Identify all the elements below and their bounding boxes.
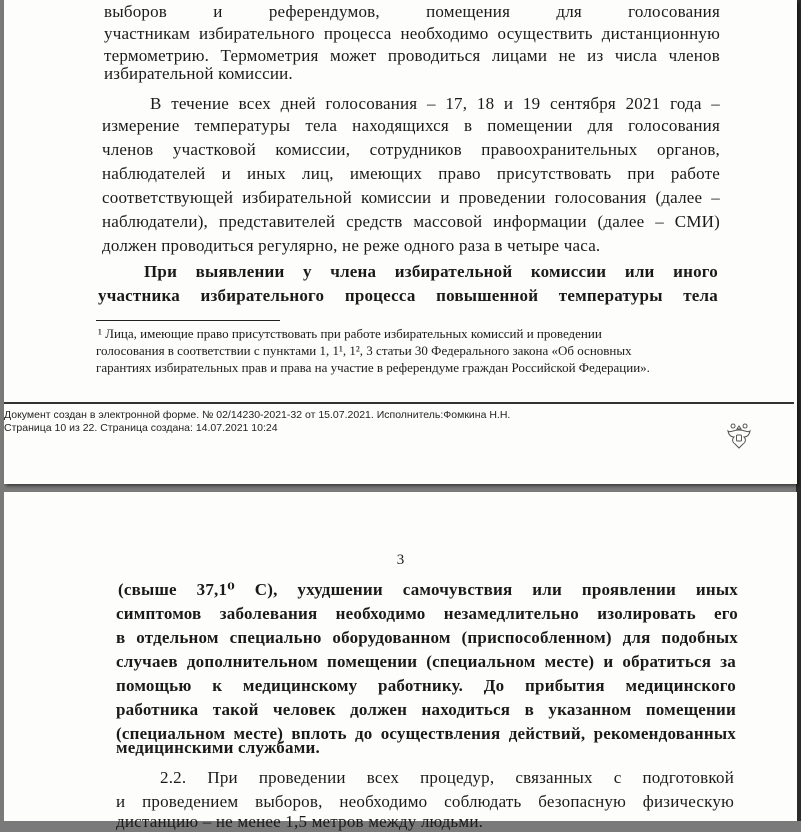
electronic-stamp-line: Документ создан в электронной форме. № 02/14230-2021-32 от 15.07.2021. Исполнитель:Фомкина Н.Н.	[4, 409, 511, 421]
text-line: помощью к медицинскому работнику. До прибытия медицинского	[116, 676, 736, 695]
text-line: в отдельном специально оборудованном (приспособленном) для подобных	[116, 628, 738, 647]
text-line: симптомов заболевания необходимо незамедлительно изолировать его	[116, 604, 738, 623]
text-line: медицинскими службами.	[116, 738, 320, 757]
text-line: участника избирательного процесса повышенной температуры тела	[98, 286, 718, 305]
text-line: участникам избирательного процесса необходимо осуществить дистанционную	[104, 24, 720, 43]
text-line: наблюдателей и иных лиц, имеющих право присутствовать при работе	[102, 164, 720, 183]
stamp-divider	[4, 402, 794, 404]
text-line: 2.2. При проведении всех процедур, связанных с подготовкой	[160, 768, 734, 787]
text-line: должен проводиться регулярно, не реже одного раза в четыре часа.	[102, 236, 601, 255]
text-line: работника такой человек должен находиться в указанном помещении	[116, 700, 736, 719]
text-line: случаев дополнительном помещении (специальном месте) и обратиться за	[116, 652, 736, 671]
text-line: наблюдатели), представителей средств массовой информации (далее – СМИ)	[102, 212, 720, 231]
text-line: При выявлении у члена избирательной комиссии или иного	[144, 262, 718, 281]
coat-of-arms-icon	[724, 422, 754, 452]
text-line: и проведением выборов, необходимо соблюдать безопасную физическую	[116, 792, 734, 811]
text-line: членов участковой комиссии, сотрудников правоохранительных органов,	[102, 140, 720, 159]
footnote-line: голосования в соответствии с пунктами 1, 1¹, 1², 3 статьи 30 Федерального закона «Об основных	[96, 343, 632, 358]
text-line: соответствующей избирательной комиссии и проведении голосования (далее –	[102, 188, 720, 207]
footnote-line: гарантиях избирательных прав и права на участие в референдуме граждан Российской Федерации».	[96, 360, 650, 375]
footnote-rule	[96, 320, 280, 321]
text-line: термометрию. Термометрия может проводиться лицами не из числа членов	[104, 46, 720, 65]
document-page-upper	[4, 0, 797, 484]
text-line: В течение всех дней голосования – 17, 18 и 19 сентября 2021 года –	[150, 94, 720, 113]
text-line: (свыше 37,1⁰ С), ухудшении самочувствия или проявлении иных	[118, 580, 738, 599]
text-line: измерение температуры тела находящихся в помещении для голосования	[102, 116, 720, 135]
text-line: выборов и референдумов, помещения для голосования	[104, 2, 720, 21]
footnote-line: ¹ Лица, имеющие право присутствовать при работе избирательных комиссий и проведении	[98, 326, 602, 341]
electronic-stamp-line: Страница 10 из 22. Страница создана: 14.07.2021 10:24	[4, 422, 278, 434]
page-number: 3	[396, 552, 405, 568]
text-line: избирательной комиссии.	[104, 64, 293, 83]
text-line: (специальном месте) вплоть до осуществления действий, рекомендованных	[116, 724, 736, 743]
text-line: дистанцию – не менее 1,5 метров между людьми.	[116, 812, 484, 831]
